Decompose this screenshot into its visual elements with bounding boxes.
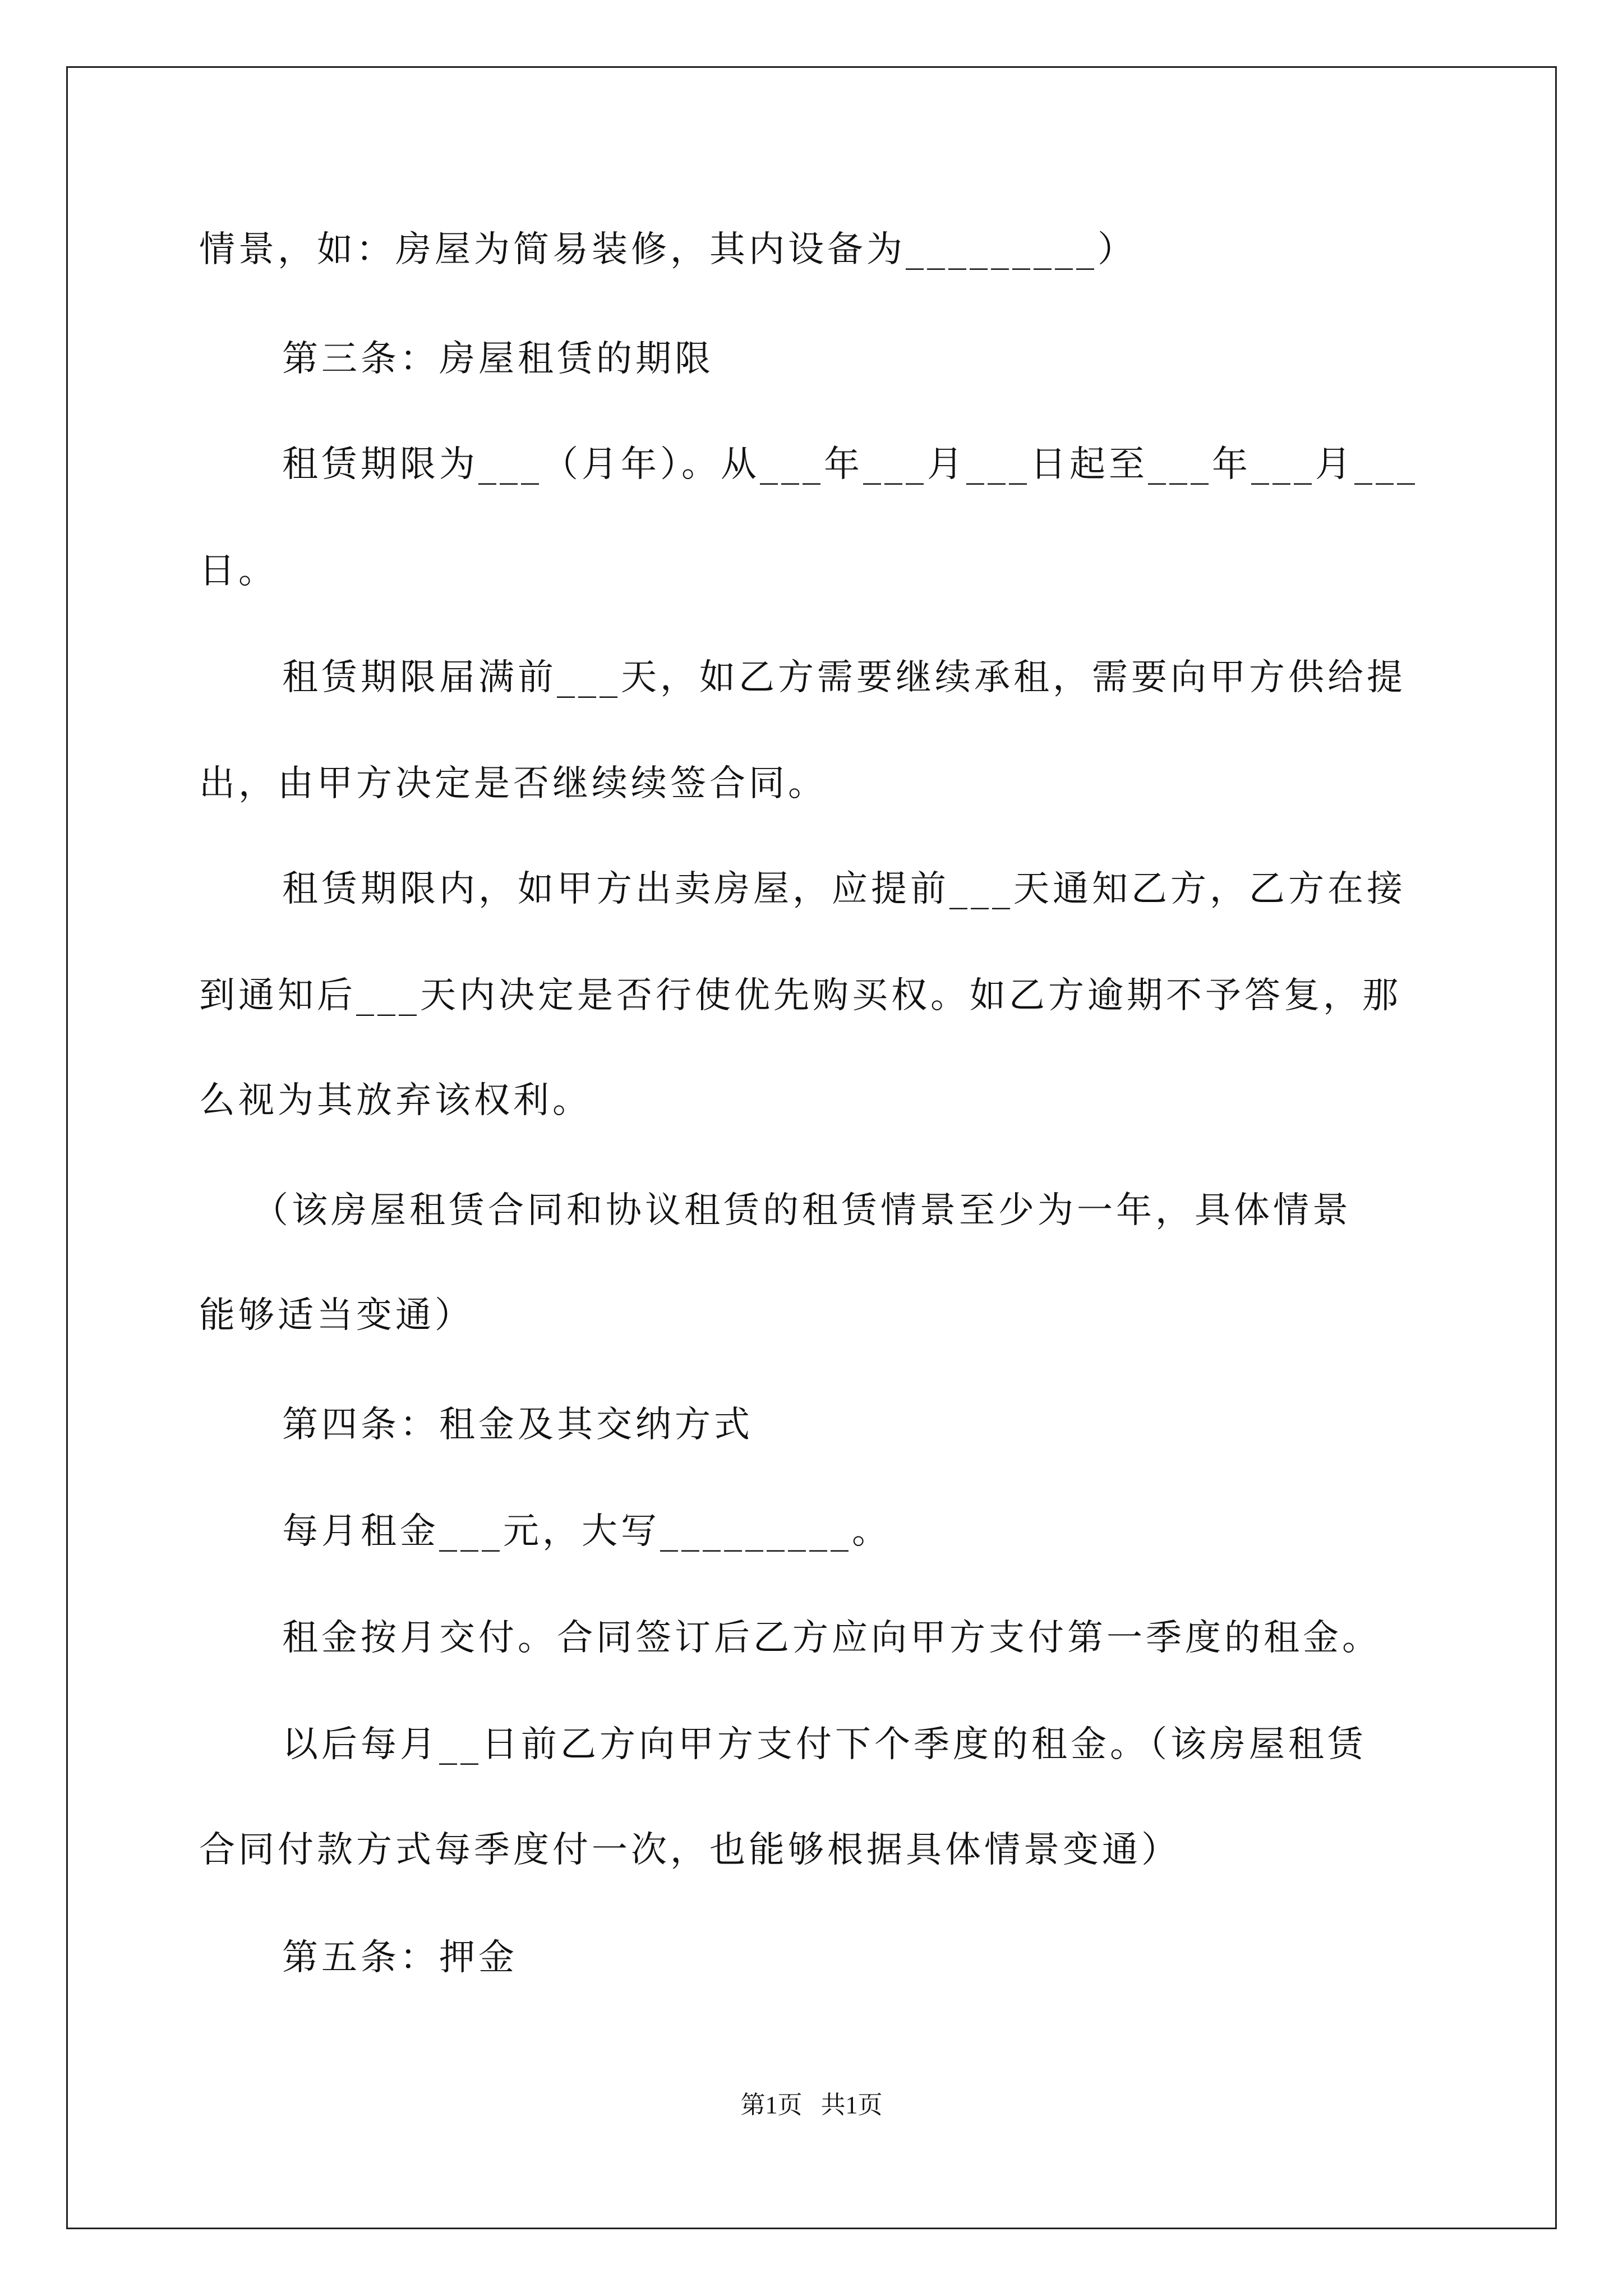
- text-line: 么视为其放弃该权利。: [199, 1080, 592, 1121]
- section-heading: 第三条：房屋租赁的期限: [282, 338, 714, 380]
- text-line: 租赁期限为___（月年）。从___年___月___日起至___年___月___: [282, 444, 1418, 485]
- section-heading: 第五条：押金: [282, 1937, 518, 1978]
- text-line: 租金按月交付。合同签订后乙方应向甲方支付第一季度的租金。: [282, 1617, 1381, 1659]
- page-footer: 第1页 共1页: [740, 2091, 883, 2119]
- text-line: （该房屋租赁合同和协议租赁的租赁情景至少为一年，具体情景: [252, 1190, 1352, 1231]
- page-border: [66, 66, 1557, 2229]
- text-line: 合同付款方式每季度付一次，也能够根据具体情景变通）: [199, 1829, 1181, 1871]
- text-line: 能够适当变通）: [199, 1295, 474, 1336]
- text-line: 情景，如：房屋为简易装修，其内设备为_________）: [199, 229, 1137, 270]
- text-line: 租赁期限届满前___天，如乙方需要继续承租，需要向甲方供给提: [282, 657, 1406, 698]
- section-heading: 第四条：租金及其交纳方式: [282, 1404, 753, 1446]
- text-line: 出，由甲方决定是否继续续签合同。: [199, 763, 827, 804]
- text-line: 以后每月__日前乙方向甲方支付下个季度的租金。（该房屋租赁: [282, 1724, 1367, 1765]
- text-line: 到通知后___天内决定是否行使优先购买权。如乙方逾期不予答复，那: [199, 975, 1401, 1016]
- text-line: 每月租金___元，大写_________。: [282, 1511, 891, 1552]
- text-line: 日。: [199, 550, 278, 592]
- text-line: 租赁期限内，如甲方出卖房屋，应提前___天通知乙方，乙方在接: [282, 868, 1406, 910]
